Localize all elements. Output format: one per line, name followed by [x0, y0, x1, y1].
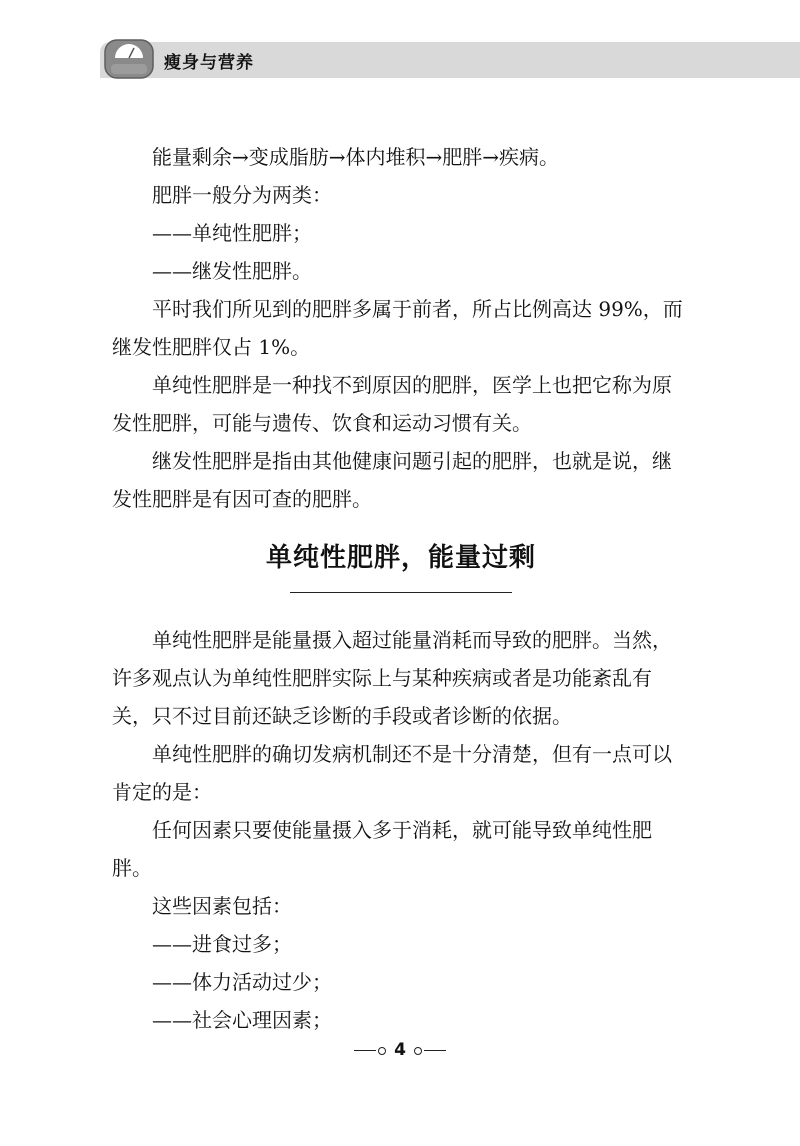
- paragraph: 单纯性肥胖是一种找不到原因的肥胖，医学上也把它称为原发性肥胖，可能与遗传、饮食和运动习惯有关。: [112, 373, 672, 435]
- paragraph: 肥胖一般分为两类：: [152, 183, 332, 207]
- page-content: [112, 138, 690, 1039]
- paragraph: 任何因素只要使能量摄入多于消耗，就可能导致单纯性肥胖。: [112, 818, 652, 880]
- footer-ornament-left: [354, 1045, 386, 1055]
- list-item: ——继发性肥胖。: [152, 259, 312, 283]
- paragraph: 平时我们所见到的肥胖多属于前者，所占比例高达 99%，而继发性肥胖仅占 1%。: [112, 297, 683, 359]
- page-number-group: [354, 1040, 446, 1060]
- list-item: ——社会心理因素；: [152, 1008, 332, 1032]
- list-item: ——体力活动过少；: [152, 970, 332, 994]
- list-item: ——进食过多；: [152, 932, 292, 956]
- list-item: ——单纯性肥胖；: [152, 221, 312, 245]
- scale-icon: [103, 36, 155, 82]
- paragraph: 单纯性肥胖是能量摄入超过能量消耗而导致的肥胖。当然，许多观点认为单纯性肥胖实际上与某种疾病或者是功能紊乱有关，只不过目前还缺乏诊断的手段或者诊断的依据。: [112, 628, 672, 728]
- paragraph: 继发性肥胖是指由其他健康问题引起的肥胖，也就是说，继发性肥胖是有因可查的肥胖。: [112, 449, 672, 511]
- paragraph: 单纯性肥胖的确切发病机制还不是十分清楚，但有一点可以肯定的是：: [112, 742, 672, 804]
- page-footer: [0, 1040, 800, 1070]
- paragraph: 能量剩余→变成脂肪→体内堆积→肥胖→疾病。: [152, 145, 560, 169]
- page-header: [0, 0, 800, 92]
- section-title: 单纯性肥胖，能量过剩: [265, 543, 536, 573]
- title-underline: [290, 592, 512, 593]
- footer-ornament-right: [414, 1045, 446, 1055]
- page-number: 4: [394, 1040, 406, 1060]
- paragraph: 这些因素包括：: [152, 894, 292, 918]
- running-header-title: 瘦身与营养: [164, 53, 254, 73]
